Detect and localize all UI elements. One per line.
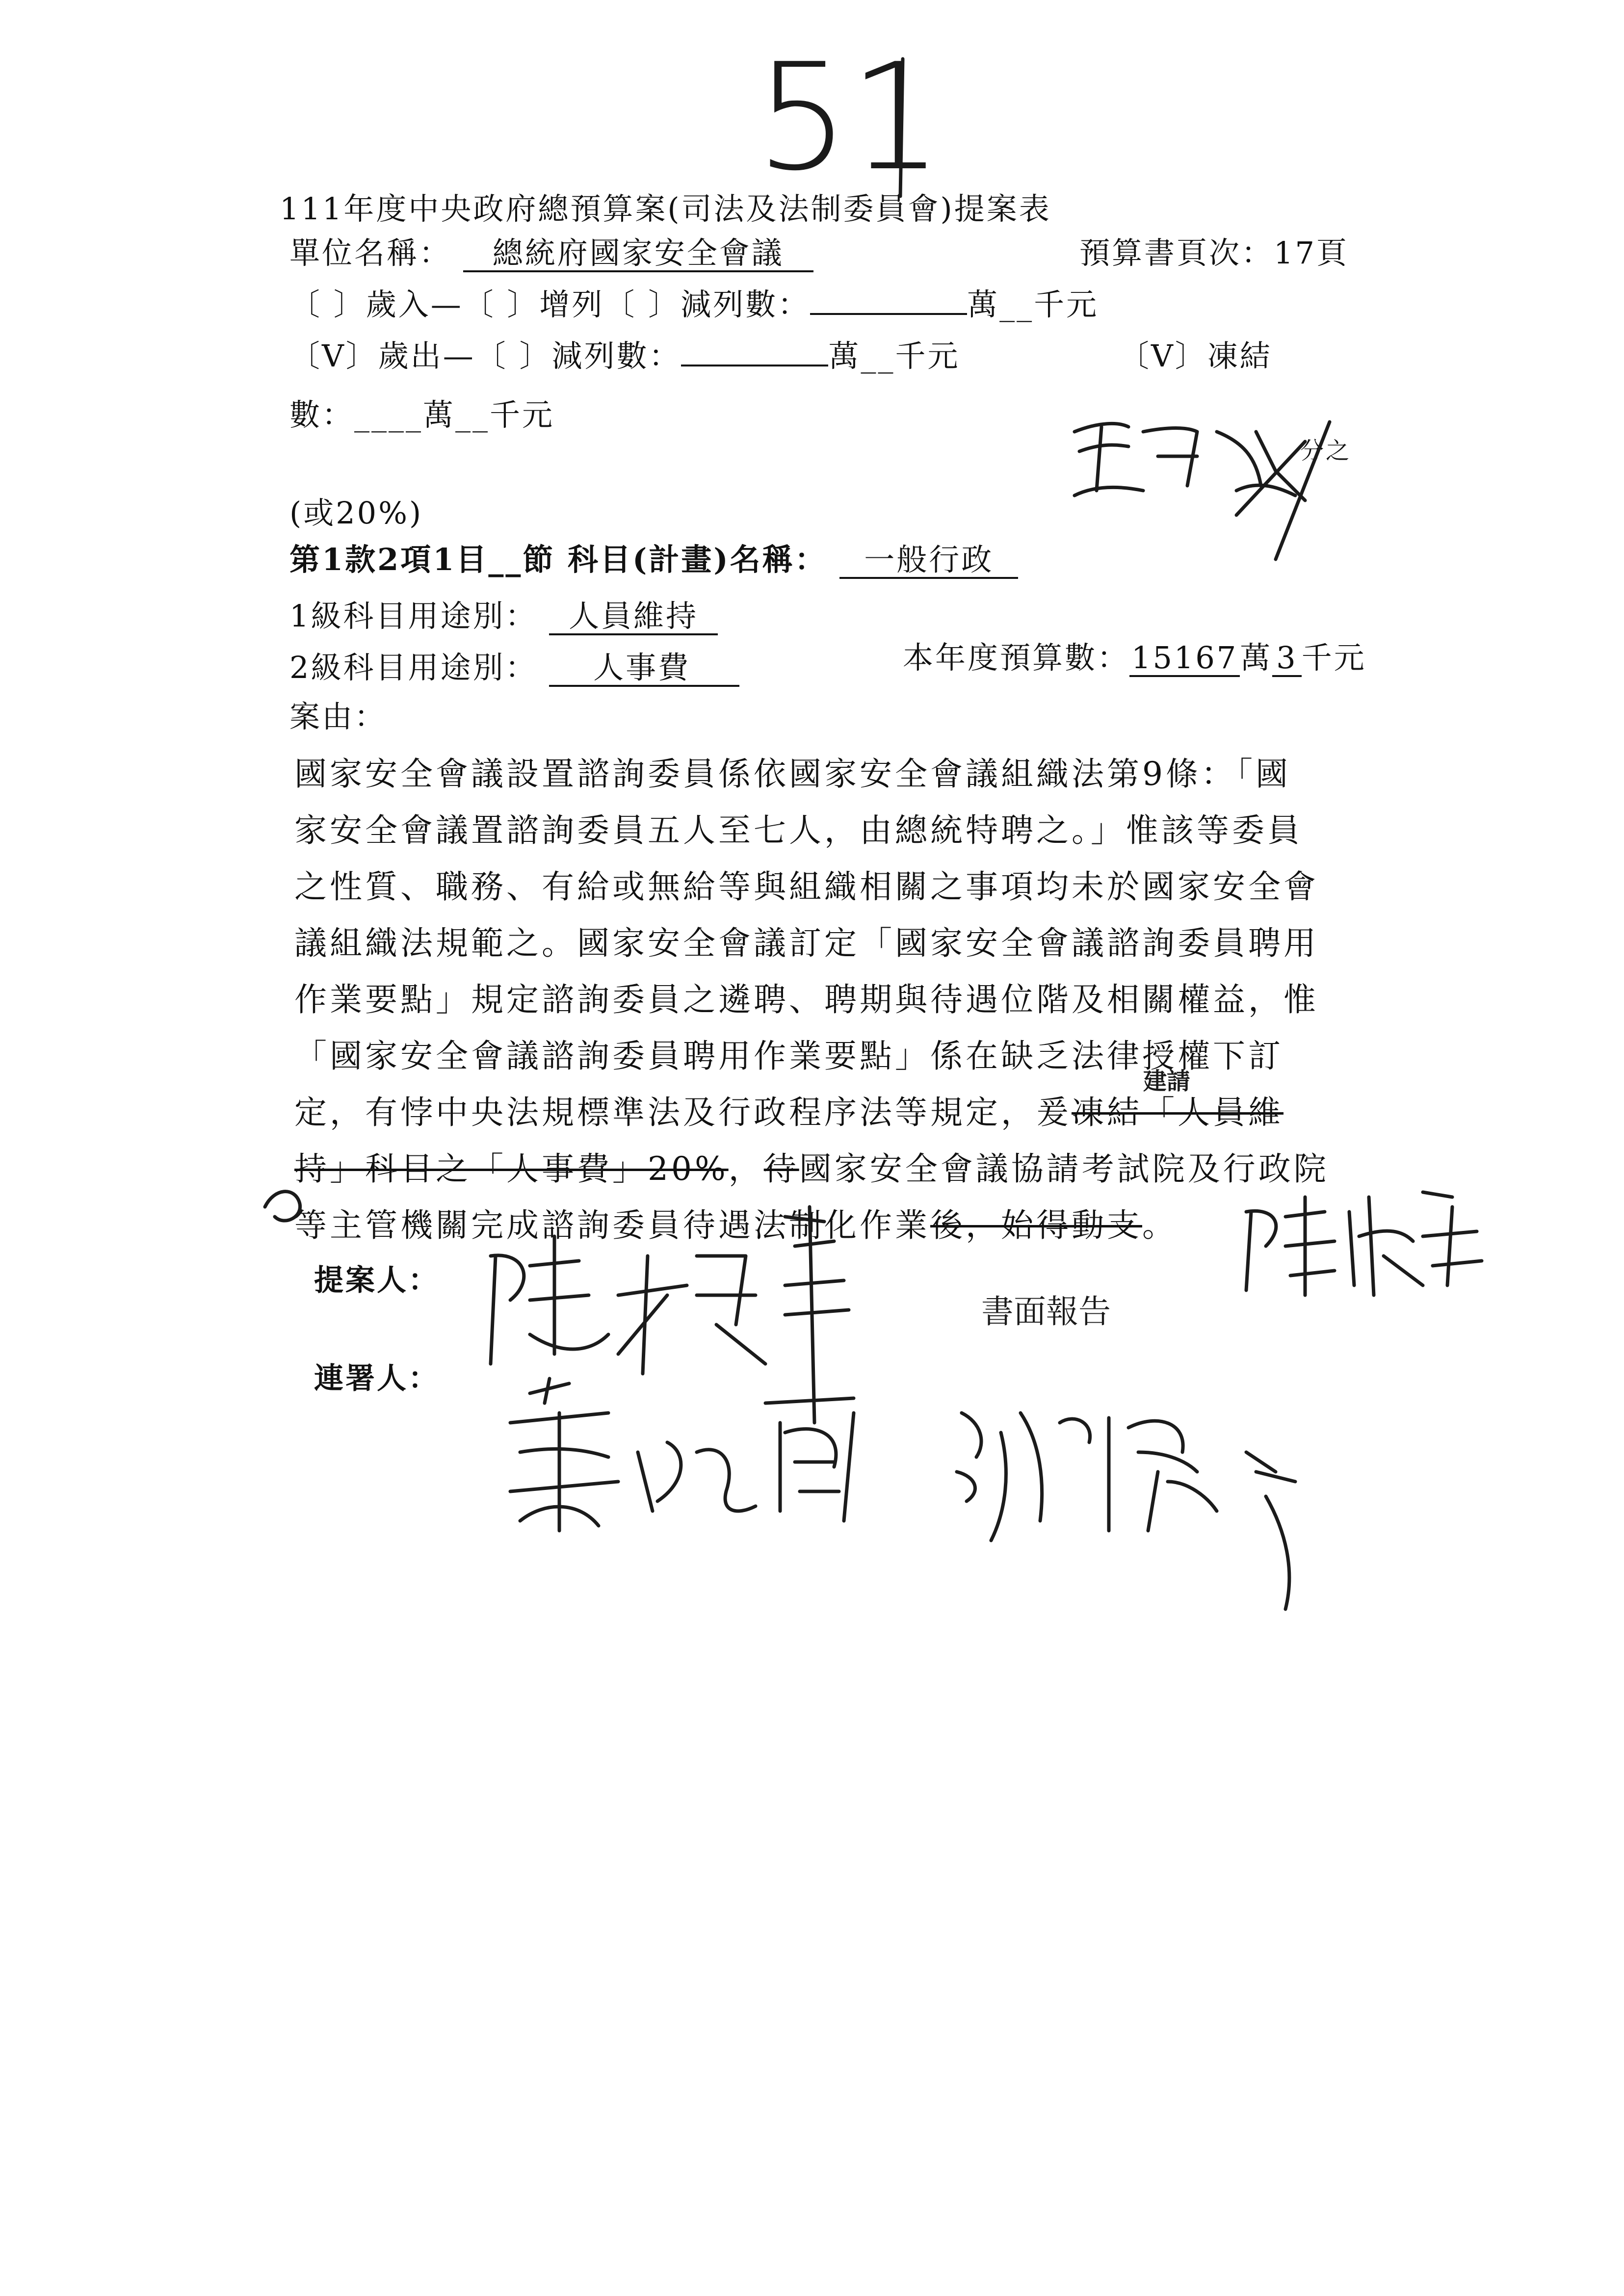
page-number-stroke [900, 59, 903, 196]
reason-line-1: 國家安全會議設置諮詢委員係依國家安全會議組織法第9條：「國 [294, 755, 1291, 793]
handwritten-insert-jianqing: 建請 [1143, 1068, 1191, 1095]
annual-budget-wan-unit: 萬 [1240, 640, 1273, 676]
form-title: 111年度中央政府總預算案(司法及法制委員會)提案表 [280, 191, 1051, 227]
fraction-signature [1074, 422, 1330, 559]
reason-line-8-text-c: 國家安全會議 [799, 1150, 1011, 1188]
level2-label: 2級科目用途別： [289, 650, 538, 685]
level2-value: 人事費 [549, 652, 739, 687]
level1-label: 1級科目用途別： [289, 598, 538, 634]
reason-line-9-end: 。 [1142, 1206, 1178, 1244]
cosigner-label: 連署人： [314, 1361, 440, 1396]
or-percent: (或20%) [289, 495, 423, 531]
revenue-label: 〔 〕歲入—〔 〕增列〔 〕減列數： [289, 287, 811, 322]
reason-line-7-text: 定，有悖中央法規標準法及行政程序法等規定，爰 [294, 1094, 1072, 1131]
reason-line-9-text: 等主管機關完成諮詢委員待遇法制化作業 [294, 1206, 930, 1244]
reason-line-2: 家安全會議置諮詢委員五人至七人，由總統特聘之。」惟該等委員 [294, 811, 1303, 849]
freeze-label: 〔V〕凍結 [1119, 338, 1272, 374]
budget-page: 預算書頁次：17頁 [1079, 235, 1349, 271]
reason-line-5: 作業要點」規定諮詢委員之遴聘、聘期與待遇位階及相關權益，惟 [294, 981, 1319, 1018]
proposer-label: 提案人： [314, 1263, 440, 1298]
fraction-note: 分之 [1300, 437, 1352, 465]
reason-line-8-struck-a: 持」科目之「人事費」20% [294, 1150, 729, 1188]
revenue-units: 萬__千元 [967, 287, 1099, 322]
reason-line-9-struck: 後，始得動支 [930, 1206, 1142, 1244]
reason-line-3: 之性質、職務、有給或無給等與組織相關之事項均未於國家安全會 [294, 868, 1319, 906]
reason-line-4: 議組織法規範之。國家安全會議訂定「國家安全會議諮詢委員聘用 [294, 924, 1319, 962]
annual-budget-label: 本年度預算數： [903, 640, 1130, 676]
annual-budget-qian: 3 [1272, 643, 1301, 677]
annual-budget-qian-unit: 千元 [1301, 640, 1366, 676]
section-value: 一般行政 [839, 545, 1018, 579]
unit-value: 總統府國家安全會議 [463, 238, 813, 272]
unit-label: 單位名稱： [289, 235, 452, 271]
reason-line-8-struck-b: 待 [763, 1150, 799, 1188]
reason-line-7-struck: 凍結「人員維 [1072, 1094, 1283, 1131]
reason-label: 案由： [289, 699, 387, 734]
margin-mark [265, 1192, 300, 1221]
handwritten-insert-report: 書面報告 [981, 1293, 1111, 1331]
annual-budget-wan: 15167 [1129, 643, 1240, 677]
freeze-amount: 數：____萬__千元 [289, 397, 555, 433]
expense-units: 萬__千元 [828, 338, 960, 374]
level1-value: 人員維持 [549, 601, 718, 635]
section-label: 第1款2項1目__節 科目(計畫)名稱： [289, 542, 827, 577]
cosigner-signatures [510, 1379, 1295, 1609]
expense-label: 〔V〕歲出—〔 〕減列數： [289, 338, 681, 374]
handwritten-page-number: 51 [756, 32, 943, 203]
signature-right [1246, 1192, 1482, 1295]
reason-line-6: 「國家安全會議諮詢委員聘用作業要點」係在缺乏法律授權下訂 [294, 1037, 1283, 1075]
reason-line-8-comma: ， [728, 1150, 764, 1188]
reason-line-8-text-d: 協請考試院及行政院 [1011, 1150, 1329, 1188]
